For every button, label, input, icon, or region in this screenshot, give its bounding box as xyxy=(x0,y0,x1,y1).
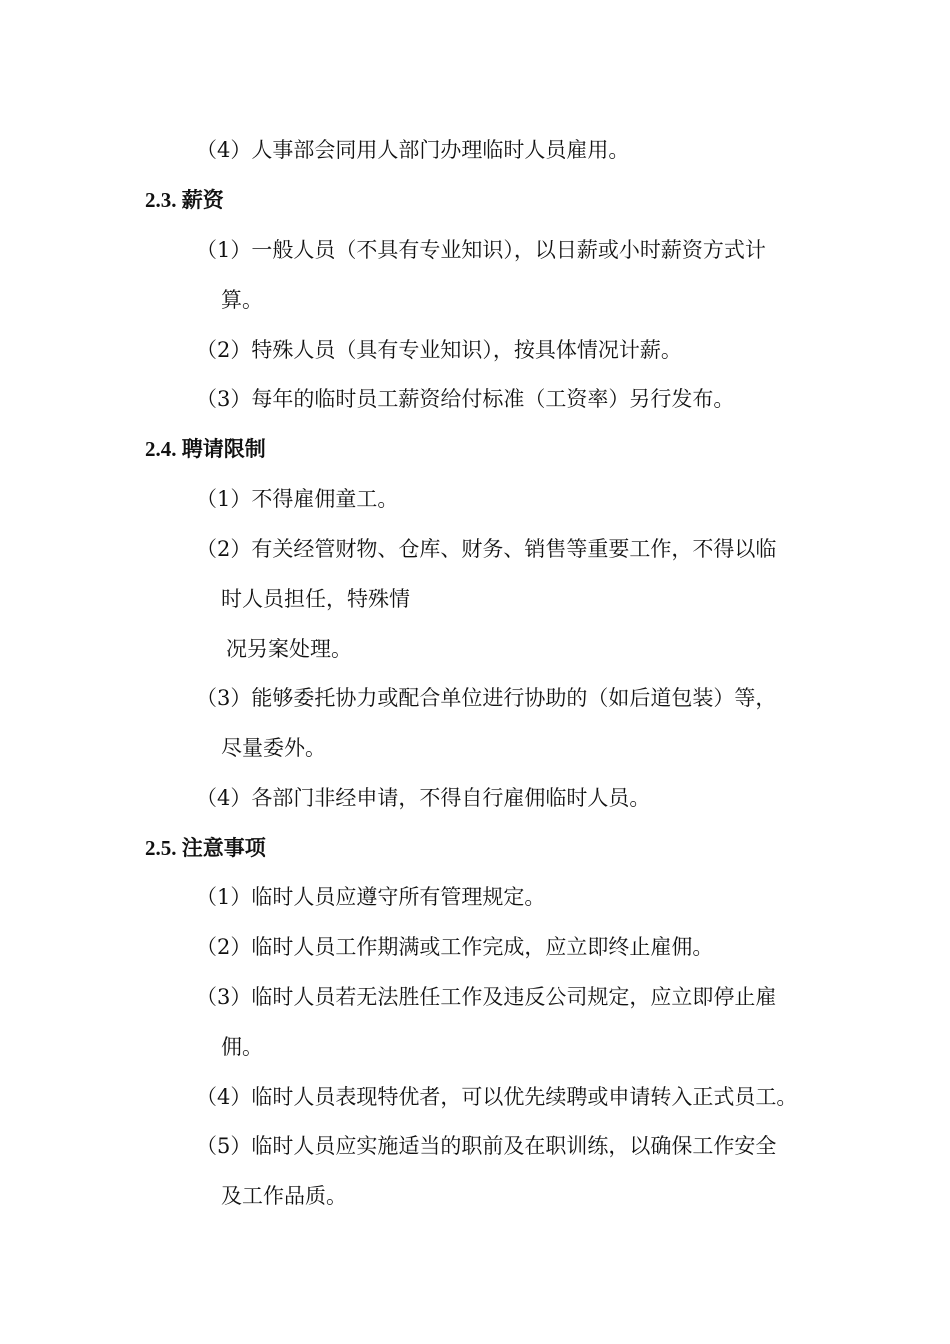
list-item: （3）临时人员若无法胜任工作及违反公司规定，应立即停止雇 xyxy=(196,985,777,1009)
list-item-continuation: 算。 xyxy=(221,288,263,312)
list-item: （4）临时人员表现特优者，可以优先续聘或申请转入正式员工。 xyxy=(196,1085,798,1109)
list-item: （2）有关经管财物、仓库、财务、销售等重要工作，不得以临 xyxy=(196,537,777,561)
list-item: （2）临时人员工作期满或工作完成，应立即终止雇佣。 xyxy=(196,935,714,959)
list-item: （2）特殊人员（具有专业知识），按具体情况计薪。 xyxy=(196,338,682,362)
list-item: （4）各部门非经申请，不得自行雇佣临时人员。 xyxy=(196,786,651,810)
section-heading-notes: 2.5. 注意事项 xyxy=(145,836,266,860)
list-item: （1）临时人员应遵守所有管理规定。 xyxy=(196,885,546,909)
list-item-continuation: 尽量委外。 xyxy=(221,736,326,760)
list-item-continuation: 时人员担任，特殊情 xyxy=(221,587,410,611)
list-item: （1）不得雇佣童工。 xyxy=(196,487,399,511)
list-item-continuation: 况另案处理。 xyxy=(226,637,352,661)
list-item: （5）临时人员应实施适当的职前及在职训练，以确保工作安全 xyxy=(196,1134,777,1158)
list-item: （1）一般人员（不具有专业知识），以日薪或小时薪资方式计 xyxy=(196,238,766,262)
section-heading-salary: 2.3. 薪资 xyxy=(145,188,224,212)
section-heading-hiring-restrictions: 2.4. 聘请限制 xyxy=(145,437,266,461)
list-item-continuation: 佣。 xyxy=(221,1035,263,1059)
list-item-continuation: 及工作品质。 xyxy=(221,1184,347,1208)
list-item: （3）每年的临时员工薪资给付标准（工资率）另行发布。 xyxy=(196,387,735,411)
list-item: （4）人事部会同用人部门办理临时人员雇用。 xyxy=(196,138,630,162)
list-item: （3）能够委托协力或配合单位进行协助的（如后道包装）等， xyxy=(196,686,777,710)
